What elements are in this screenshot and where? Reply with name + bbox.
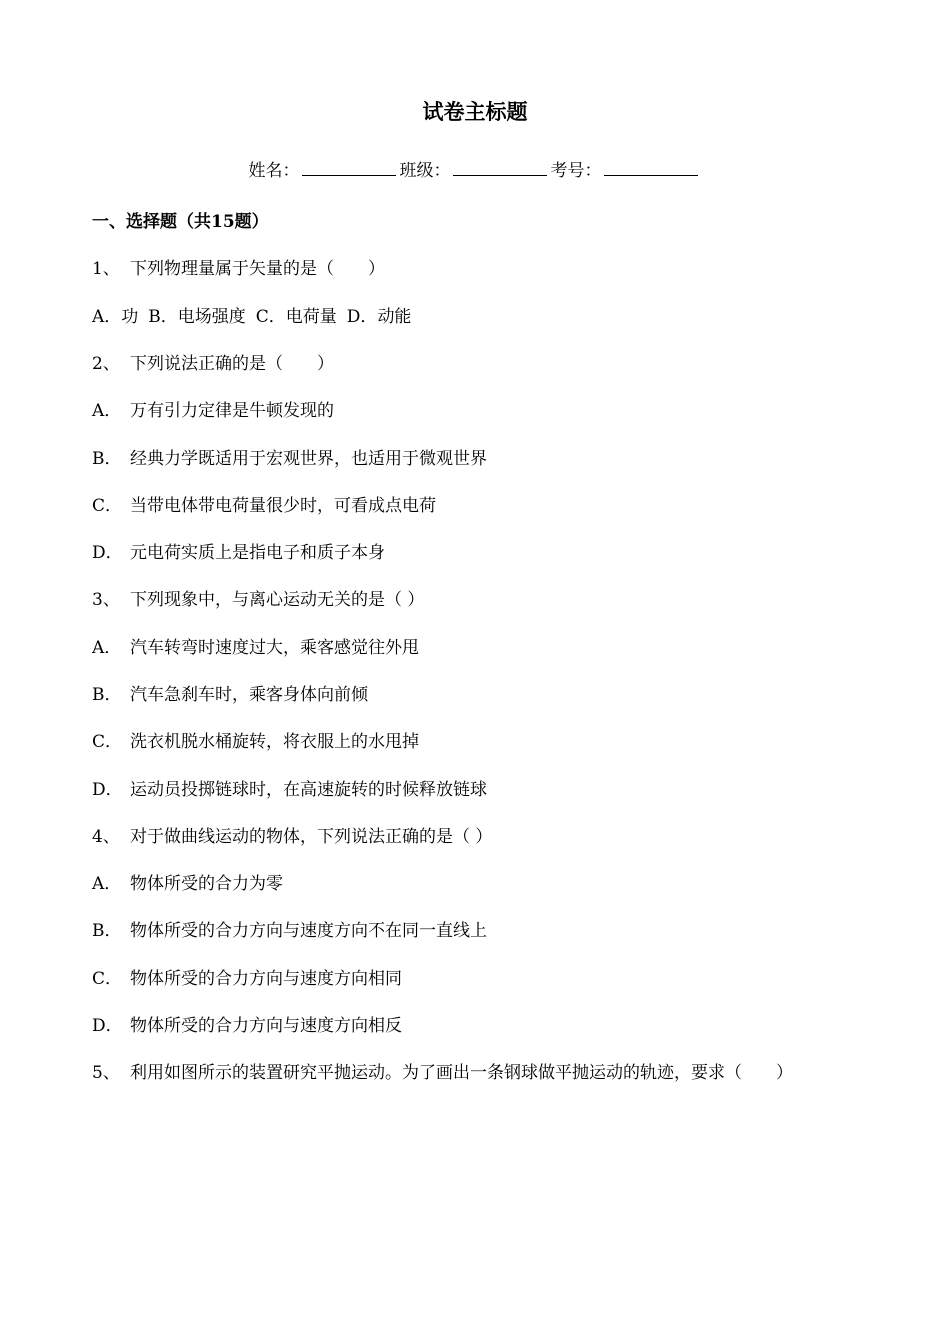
option-row xyxy=(92,728,419,756)
question-stem: 下列说法正确的是（ ） xyxy=(130,354,334,374)
question-number: 5、 xyxy=(92,1063,120,1083)
option-d-text: 动能 xyxy=(377,307,412,327)
option-text: 物体所受的合力方向与速度方向不在同一直线上 xyxy=(130,921,487,941)
option-letter: B． xyxy=(92,449,122,469)
question-number: 2、 xyxy=(92,354,120,374)
option-text: 物体所受的合力方向与速度方向相反 xyxy=(130,1016,402,1036)
option-text: 万有引力定律是牛顿发现的 xyxy=(130,401,334,421)
option-row xyxy=(92,634,419,662)
option-text: 元电荷实质上是指电子和质子本身 xyxy=(130,543,385,563)
option-letter: B． xyxy=(92,685,122,705)
option-c-letter: C． xyxy=(255,307,286,327)
option-row xyxy=(92,776,487,804)
option-row xyxy=(92,1012,402,1040)
option-letter: A． xyxy=(92,874,122,894)
question-5 xyxy=(92,1059,793,1087)
exam-no-blank xyxy=(604,157,698,176)
option-row xyxy=(92,539,385,567)
question-stem: 下列物理量属于矢量的是（ ） xyxy=(130,259,385,279)
exam-no-label: 考号： xyxy=(550,161,602,181)
question-stem: 利用如图所示的装置研究平抛运动。为了画出一条钢球做平抛运动的轨迹，要求（ ） xyxy=(130,1063,793,1083)
option-a-text: 功 xyxy=(121,307,139,327)
option-row xyxy=(92,445,487,473)
question-1-options xyxy=(92,303,411,331)
option-letter: D． xyxy=(92,780,123,800)
option-b-text: 电场强度 xyxy=(177,307,246,327)
question-3 xyxy=(92,586,424,614)
question-2 xyxy=(92,350,334,378)
option-text: 物体所受的合力方向与速度方向相同 xyxy=(130,969,402,989)
question-number: 4、 xyxy=(92,827,120,847)
class-blank xyxy=(453,157,547,176)
class-label: 班级： xyxy=(399,161,451,181)
option-b-letter: B． xyxy=(148,307,178,327)
option-row xyxy=(92,492,436,520)
question-stem: 下列现象中，与离心运动无关的是（ ） xyxy=(130,590,425,610)
option-letter: C． xyxy=(92,969,123,989)
option-letter: C． xyxy=(92,732,123,752)
section-heading: 一、选择题（共15题） xyxy=(92,212,269,232)
option-row xyxy=(92,917,487,945)
option-text: 汽车转弯时速度过大，乘客感觉往外甩 xyxy=(130,638,419,658)
question-1 xyxy=(92,255,385,283)
student-info-line xyxy=(0,157,950,185)
option-letter: A． xyxy=(92,638,122,658)
option-row xyxy=(92,681,368,709)
option-row xyxy=(92,965,402,993)
option-c-text: 电荷量 xyxy=(285,307,337,327)
name-label: 姓名： xyxy=(248,161,300,181)
page-title: 试卷主标题 xyxy=(422,99,528,124)
option-row xyxy=(92,397,334,425)
question-4 xyxy=(92,823,492,851)
option-text: 洗衣机脱水桶旋转，将衣服上的水甩掉 xyxy=(130,732,419,752)
name-blank xyxy=(302,157,396,176)
option-text: 当带电体带电荷量很少时，可看成点电荷 xyxy=(130,496,436,516)
option-letter: D． xyxy=(92,543,123,563)
option-letter: B． xyxy=(92,921,122,941)
question-number: 3、 xyxy=(92,590,120,610)
question-number: 1、 xyxy=(92,259,120,279)
option-row xyxy=(92,870,283,898)
option-text: 运动员投掷链球时，在高速旋转的时候释放链球 xyxy=(130,780,487,800)
option-text: 物体所受的合力为零 xyxy=(130,874,283,894)
question-stem: 对于做曲线运动的物体，下列说法正确的是（ ） xyxy=(130,827,493,847)
option-text: 汽车急刹车时，乘客身体向前倾 xyxy=(130,685,368,705)
option-a-letter: A． xyxy=(92,307,122,327)
option-letter: D． xyxy=(92,1016,123,1036)
option-letter: C． xyxy=(92,496,123,516)
option-text: 经典力学既适用于宏观世界，也适用于微观世界 xyxy=(130,449,487,469)
option-d-letter: D． xyxy=(346,307,378,327)
option-letter: A． xyxy=(92,401,122,421)
